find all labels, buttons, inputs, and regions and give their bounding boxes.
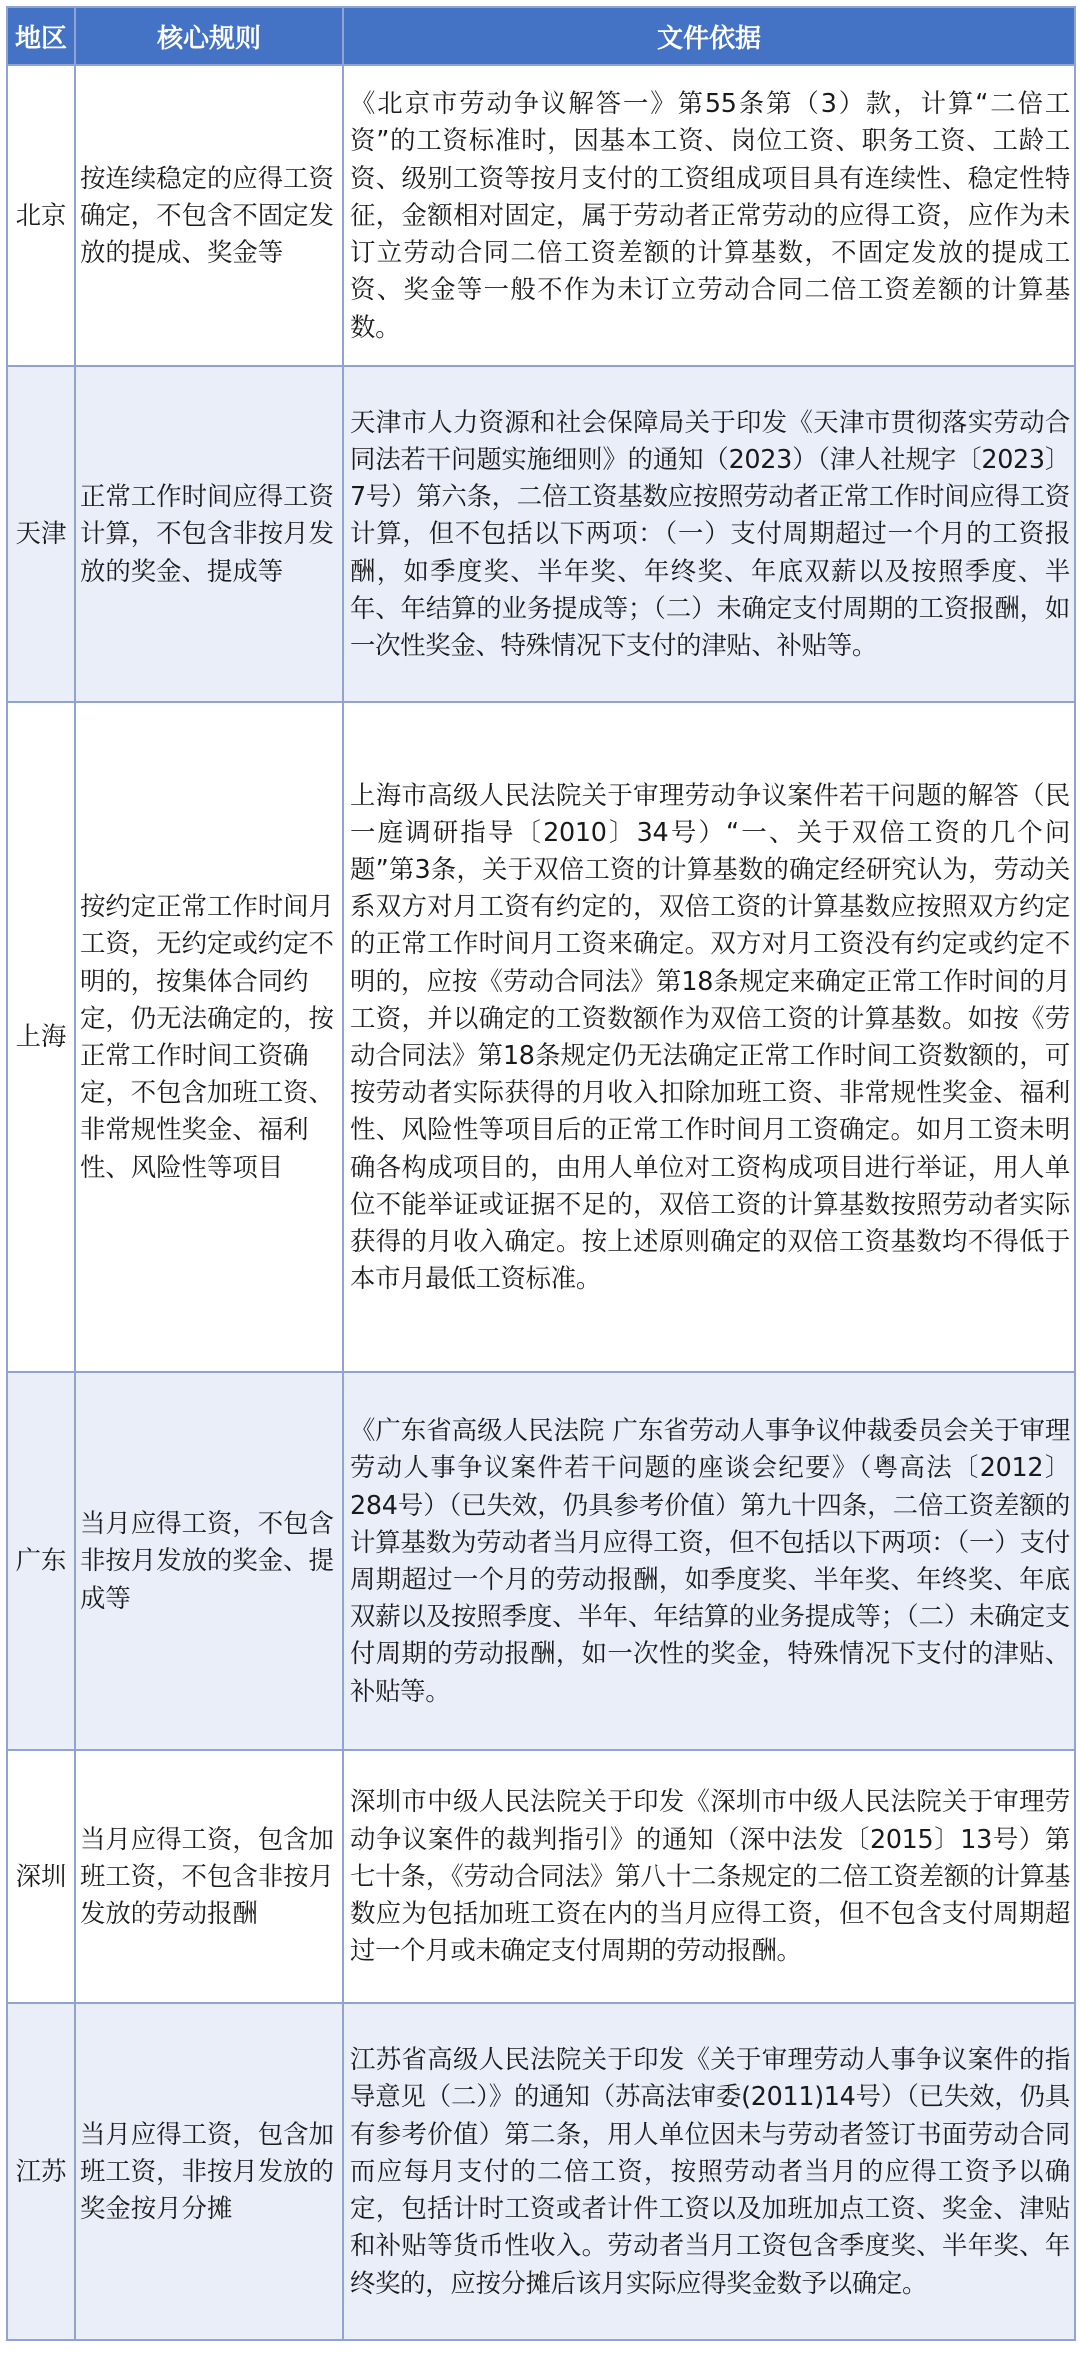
header-rule: 核心规则 [75,7,343,65]
table-row-jiangsu [7,2003,1075,2340]
header-basis: 文件依据 [343,7,1075,65]
rule-cell: 按连续稳定的应得工资确定，不包含不固定发放的提成、奖金等 [75,65,343,366]
header-region: 地区 [7,7,75,65]
region-cell: 天津 [7,366,75,702]
basis-cell: 《北京市劳动争议解答一》第55条第（3）款，计算“二倍工资”的工资标准时，因基本工资、岗位工资、职务工资、工龄工资、级别工资等按月支付的工资组成项目具有连续性、稳定性特征，金额相对固定，属于劳动者正常劳动的应得工资，应作为未订立劳动合同二倍工资差额的计算基数，不固定发放的提成工资、奖金等一般不作为未订立劳动合同二倍工资差额的计算基数。 [343,65,1075,366]
region-cell: 上海 [7,702,75,1372]
table-row-guangdong [7,1372,1075,1750]
table-row-tianjin [7,366,1075,702]
table-row-shenzhen [7,1750,1075,2003]
table-row-beijing [7,65,1075,366]
basis-cell: 《广东省高级人民法院 广东省劳动人事争议仲裁委员会关于审理劳动人事争议案件若干问题的座谈会纪要》（粤高法〔2012〕284号）（已失效，仍具参考价值）第九十四条，二倍工资差额的计算基数为劳动者当月应得工资，但不包括以下两项：（一）支付周期超过一个月的劳动报酬，如季度奖、半年奖、年终奖、年底双薪以及按照季度、半年、年结算的业务提成等；（二）未确定支付周期的劳动报酬，如一次性的奖金，特殊情况下支付的津贴、补贴等。 [343,1372,1075,1750]
policy-comparison-table [6,6,1076,2341]
region-cell: 深圳 [7,1750,75,2003]
rule-cell: 当月应得工资，包含加班工资，不包含非按月发放的劳动报酬 [75,1750,343,2003]
table-header-row [7,7,1075,65]
basis-cell: 上海市高级人民法院关于审理劳动争议案件若干问题的解答（民一庭调研指导〔2010〕34号）“一、关于双倍工资的几个问题”第3条，关于双倍工资的计算基数的确定经研究认为，劳动关系双方对月工资有约定的，双倍工资的计算基数应按照双方约定的正常工作时间月工资来确定。双方对月工资没有约定或约定不明的，应按《劳动合同法》第18条规定来确定正常工作时间的月工资，并以确定的工资数额作为双倍工资的计算基数。如按《劳动合同法》第18条规定仍无法确定正常工作时间工资数额的，可按劳动者实际获得的月收入扣除加班工资、非常规性奖金、福利性、风险性等项目后的正常工作时间月工资确定。如月工资未明确各构成项目的，由用人单位对工资构成项目进行举证，用人单位不能举证或证据不足的，双倍工资的计算基数按照劳动者实际获得的月收入确定。按上述原则确定的双倍工资基数均不得低于本市月最低工资标准。 [343,702,1075,1372]
rule-cell: 当月应得工资，不包含非按月发放的奖金、提成等 [75,1372,343,1750]
basis-cell: 天津市人力资源和社会保障局关于印发《天津市贯彻落实劳动合同法若干问题实施细则》的通知（2023）（津人社规字〔2023〕7号）第六条，二倍工资基数应按照劳动者正常工作时间应得工资计算，但不包括以下两项：（一）支付周期超过一个月的工资报酬，如季度奖、半年奖、年终奖、年底双薪以及按照季度、半年、年结算的业务提成等；（二）未确定支付周期的工资报酬，如一次性奖金、特殊情况下支付的津贴、补贴等。 [343,366,1075,702]
rule-cell: 正常工作时间应得工资计算，不包含非按月发放的奖金、提成等 [75,366,343,702]
rule-cell: 按约定正常工作时间月工资，无约定或约定不明的，按集体合同约定，仍无法确定的，按正常工作时间工资确定，不包含加班工资、非常规性奖金、福利性、风险性等项目 [75,702,343,1372]
region-cell: 江苏 [7,2003,75,2340]
table-row-shanghai [7,702,1075,1372]
basis-cell: 深圳市中级人民法院关于印发《深圳市中级人民法院关于审理劳动争议案件的裁判指引》的通知（深中法发〔2015〕13号）第七十条，《劳动合同法》第八十二条规定的二倍工资差额的计算基数应为包括加班工资在内的当月应得工资，但不包含支付周期超过一个月或未确定支付周期的劳动报酬。 [343,1750,1075,2003]
rule-cell: 当月应得工资，包含加班工资，非按月发放的奖金按月分摊 [75,2003,343,2340]
region-cell: 北京 [7,65,75,366]
basis-cell: 江苏省高级人民法院关于印发《关于审理劳动人事争议案件的指导意见（二）》的通知（苏高法审委(2011)14号）（已失效，仍具有参考价值）第二条，用人单位因未与劳动者签订书面劳动合同而应每月支付的二倍工资，按照劳动者当月的应得工资予以确定，包括计时工资或者计件工资以及加班加点工资、奖金、津贴和补贴等货币性收入。劳动者当月工资包含季度奖、半年奖、年终奖的，应按分摊后该月实际应得奖金数予以确定。 [343,2003,1075,2340]
region-cell: 广东 [7,1372,75,1750]
